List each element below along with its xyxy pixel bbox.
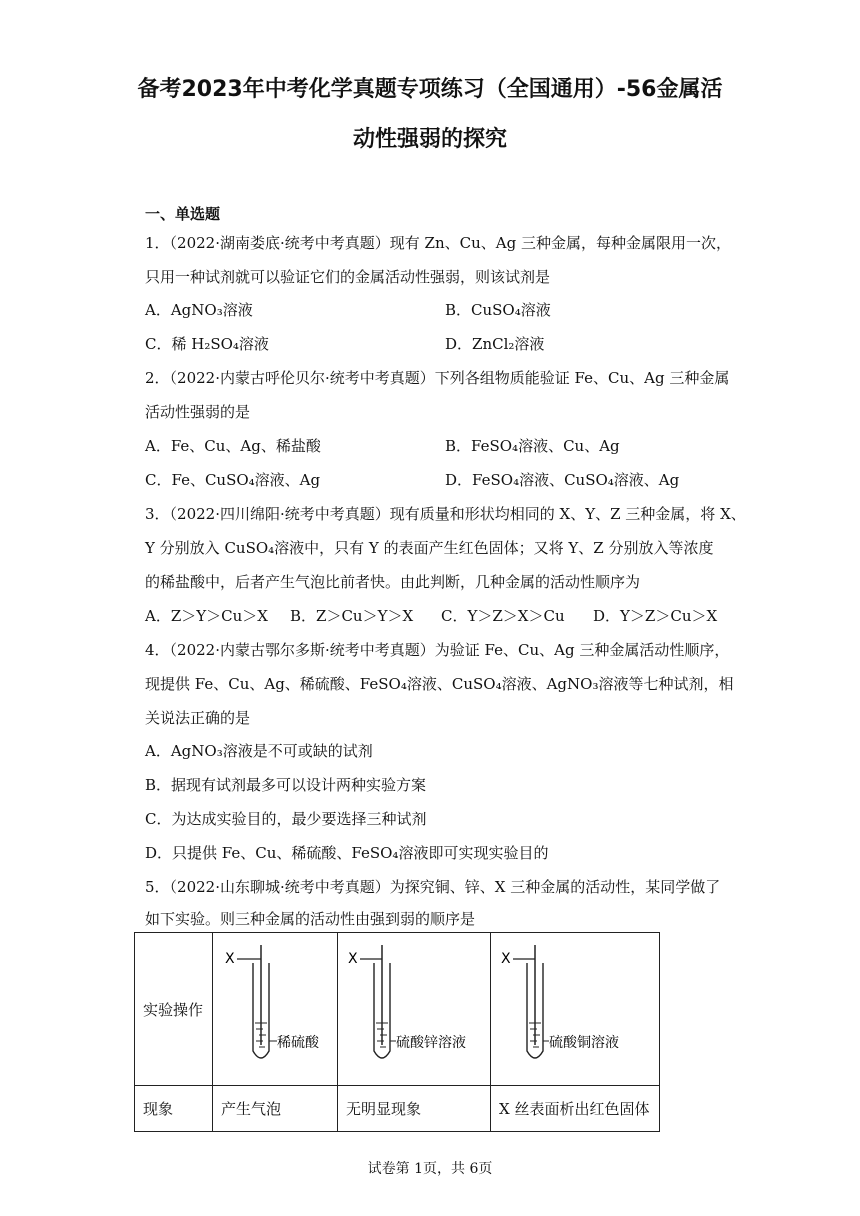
question-5-text: 5．（2022·山东聊城·统考中考真题）为探究铜、锌、X 三种金属的活动性，某同学做了 <box>145 878 721 896</box>
experiment-tube-1-cell <box>213 933 338 1086</box>
question-3-option-d: D．Y＞Z＞Cu＞X <box>593 607 718 625</box>
question-1-option-c: C．稀 H₂SO₄溶液 <box>145 335 269 353</box>
question-1-text-cont: 只用一种试剂就可以验证它们的金属活动性强弱，则该试剂是 <box>145 268 551 286</box>
tube-1-metal-label: X <box>225 951 235 967</box>
tube-1-phenomenon: 产生气泡 <box>213 1086 338 1132</box>
tube-2-metal-label: X <box>348 951 358 967</box>
question-2-option-c: C．Fe、CuSO₄溶液、Ag <box>145 471 321 489</box>
test-tube-2-diagram <box>338 933 490 1081</box>
question-4-text-cont-2: 关说法正确的是 <box>145 709 251 727</box>
tube-3-metal-label: X <box>501 951 511 967</box>
question-3-text-cont-2: 的稀盐酸中，后者产生气泡比前者快。由此判断，几种金属的活动性顺序为 <box>145 573 641 591</box>
question-3-option-a: A．Z＞Y＞Cu＞X <box>145 607 268 625</box>
question-4-text: 4．（2022·内蒙古鄂尔多斯·统考中考真题）为验证 Fe、Cu、Ag 三种金属活动性顺序， <box>145 641 730 659</box>
tube-3-phenomenon: X 丝表面析出红色固体 <box>491 1086 660 1132</box>
question-4-option-d: D．只提供 Fe、Cu、稀硫酸、FeSO₄溶液即可实现实验目的 <box>145 844 549 862</box>
experiment-tube-2-cell <box>338 933 491 1086</box>
section-heading: 一、单选题 <box>145 205 221 223</box>
page-footer: 试卷第 1页，共 6页 <box>367 1161 493 1177</box>
experiment-header-phenomenon: 现象 <box>135 1086 213 1132</box>
question-1-option-a: A．AgNO₃溶液 <box>145 301 253 319</box>
question-3-option-c: C．Y＞Z＞X＞Cu <box>441 607 565 625</box>
question-5-text-cont: 如下实验。则三种金属的活动性由强到弱的顺序是 <box>145 910 476 928</box>
tube-2-solution-label: 硫酸锌溶液 <box>396 1035 466 1051</box>
experiment-row-operation <box>135 933 660 1086</box>
question-4-option-b: B．据现有试剂最多可以设计两种实验方案 <box>145 776 427 794</box>
question-3-option-b: B．Z＞Cu＞Y＞X <box>290 607 414 625</box>
test-tube-3-diagram <box>491 933 659 1081</box>
question-2-text-cont: 活动性强弱的是 <box>145 403 251 421</box>
question-1-option-b: B．CuSO₄溶液 <box>445 301 551 319</box>
experiment-table <box>134 932 660 1132</box>
question-1-text: 1．（2022·湖南娄底·统考中考真题）现有 Zn、Cu、Ag 三种金属，每种金属限用一次， <box>145 234 731 252</box>
question-2-text: 2．（2022·内蒙古呼伦贝尔·统考中考真题）下列各组物质能验证 Fe、Cu、Ag 三种金属 <box>145 369 730 387</box>
question-4-option-a: A．AgNO₃溶液是不可或缺的试剂 <box>145 742 373 760</box>
question-2-option-b: B．FeSO₄溶液、Cu、Ag <box>445 437 620 455</box>
test-tube-1-diagram <box>213 933 337 1081</box>
page-title-line-2: 动性强弱的探究 <box>352 127 507 152</box>
page-title-line-1: 备考2023年中考化学真题专项练习（全国通用）-56金属活 <box>137 77 723 102</box>
tube-1-solution-label: 稀硫酸 <box>277 1035 319 1051</box>
question-4-text-cont: 现提供 Fe、Cu、Ag、稀硫酸、FeSO₄溶液、CuSO₄溶液、AgNO₃溶液等七种试剂，相 <box>145 675 734 693</box>
question-2-option-d: D．FeSO₄溶液、CuSO₄溶液、Ag <box>445 471 680 489</box>
question-2-option-a: A．Fe、Cu、Ag、稀盐酸 <box>145 437 321 455</box>
question-3-text: 3．（2022·四川绵阳·统考中考真题）现有质量和形状均相同的 X、Y、Z 三种金属，将 X、 <box>145 505 746 523</box>
question-1-option-d: D．ZnCl₂溶液 <box>445 335 545 353</box>
tube-3-solution-label: 硫酸铜溶液 <box>549 1035 619 1051</box>
tube-2-phenomenon: 无明显现象 <box>338 1086 491 1132</box>
experiment-header-operation: 实验操作 <box>135 933 213 1086</box>
question-4-option-c: C．为达成实验目的，最少要选择三种试剂 <box>145 810 427 828</box>
experiment-row-phenomenon <box>135 1086 660 1132</box>
experiment-tube-3-cell <box>491 933 660 1086</box>
question-3-text-cont: Y 分别放入 CuSO₄溶液中，只有 Y 的表面产生红色固体；又将 Y、Z 分别放入等浓度 <box>145 539 714 557</box>
